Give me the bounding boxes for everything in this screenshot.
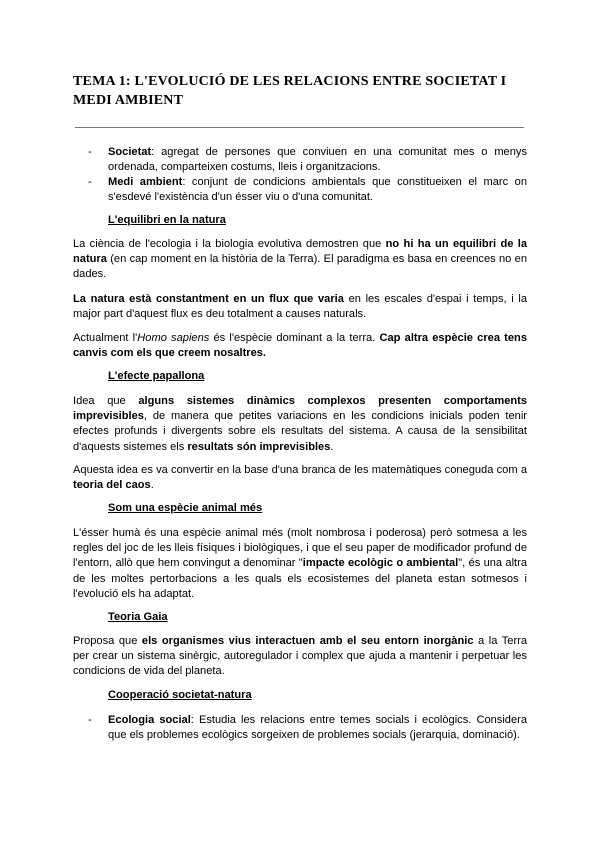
definition-medi-ambient <box>108 175 527 205</box>
definition-term: Societat <box>108 146 152 158</box>
paragraph: Actualment l'Homo sapiens és l'espècie dominant a la terra. Cap altra espècie crea tens canvis com els que creem nosaltres. <box>73 332 527 360</box>
list-item-ecologia-social <box>108 713 527 743</box>
heading-papallona: L'efecte papallona <box>108 370 205 382</box>
definition-term: Medi ambient <box>108 176 183 188</box>
definition-text: : agregat de persones que conviuen en una comunitat mes o menys ordenada, comparteixen costums, lleis i organitzacions. <box>108 146 527 174</box>
definition-term: Ecologia social <box>108 714 191 726</box>
paragraph: Idea que alguns sistemes dinàmics complexos presenten comportaments imprevisibles, de manera que petites variacions en les condicions inicials poden tenir efectes profunds i divergents sobre els resultats del sistema. A causa de la sensibilitat d'aquests sistemes els resultats són imprevisibles. <box>73 395 527 453</box>
title-divider <box>75 127 524 128</box>
bullet-marker: - <box>88 176 92 188</box>
definition-text: : conjunt de condicions ambientals que constitueixen el marc on s'esdevé l'existència d'un ésser viu o d'una comunitat. <box>108 176 527 204</box>
bullet-marker: - <box>88 146 92 158</box>
bullet-marker: - <box>88 714 92 726</box>
paragraph: La ciència de l'ecologia i la biologia evolutiva demostren que no hi ha un equilibri de la natura (en cap moment en la història de la Terra). El paradigma es basa en creences no en dades. <box>73 238 527 281</box>
heading-equilibri: L'equilibri en la natura <box>108 214 226 226</box>
paragraph: La natura està constantment en un flux que varia en les escales d'espai i temps, i la major part d'aquest flux es deu totalment a causes naturals. <box>73 293 527 321</box>
paragraph: L'ésser humà és una espècie animal més (molt nombrosa i poderosa) però sotmesa a les regles del joc de les lleis físiques i biològiques, i que el seu paper de modificador profund de l'entorn, allò que hem convingut a denominar "impacte ecològic o ambiental", és una altra de les moltes pertorbacions a les quals els ecosistemes del planeta estan sotmesos i l'evolució els ha adaptat. <box>73 527 527 600</box>
page-title: TEMA 1: L'EVOLUCIÓ DE LES RELACIONS ENTRE SOCIETAT I MEDI AMBIENT <box>73 74 507 108</box>
definition-societat <box>108 145 527 175</box>
definition-text: : Estudia les relacions entre temes socials i ecològics. Considera que els problemes ecològics sorgeixen de problemes socials (jerarquia, dominació). <box>108 714 528 742</box>
paragraph: Aquesta idea es va convertir en la base d'una branca de les matemàtiques coneguda com a teoria del caos. <box>73 464 527 492</box>
heading-especie: Som una espècie animal més <box>108 502 263 514</box>
heading-gaia: Teoria Gaia <box>108 611 168 623</box>
heading-cooperacio: Cooperació societat-natura <box>108 689 252 701</box>
paragraph: Proposa que els organismes vius interactuen amb el seu entorn inorgànic a la Terra per crear un sistema sinèrgic, autoregulador i complex que ajuda a mantenir i perpetuar les condicions de vida del planeta. <box>73 635 528 678</box>
